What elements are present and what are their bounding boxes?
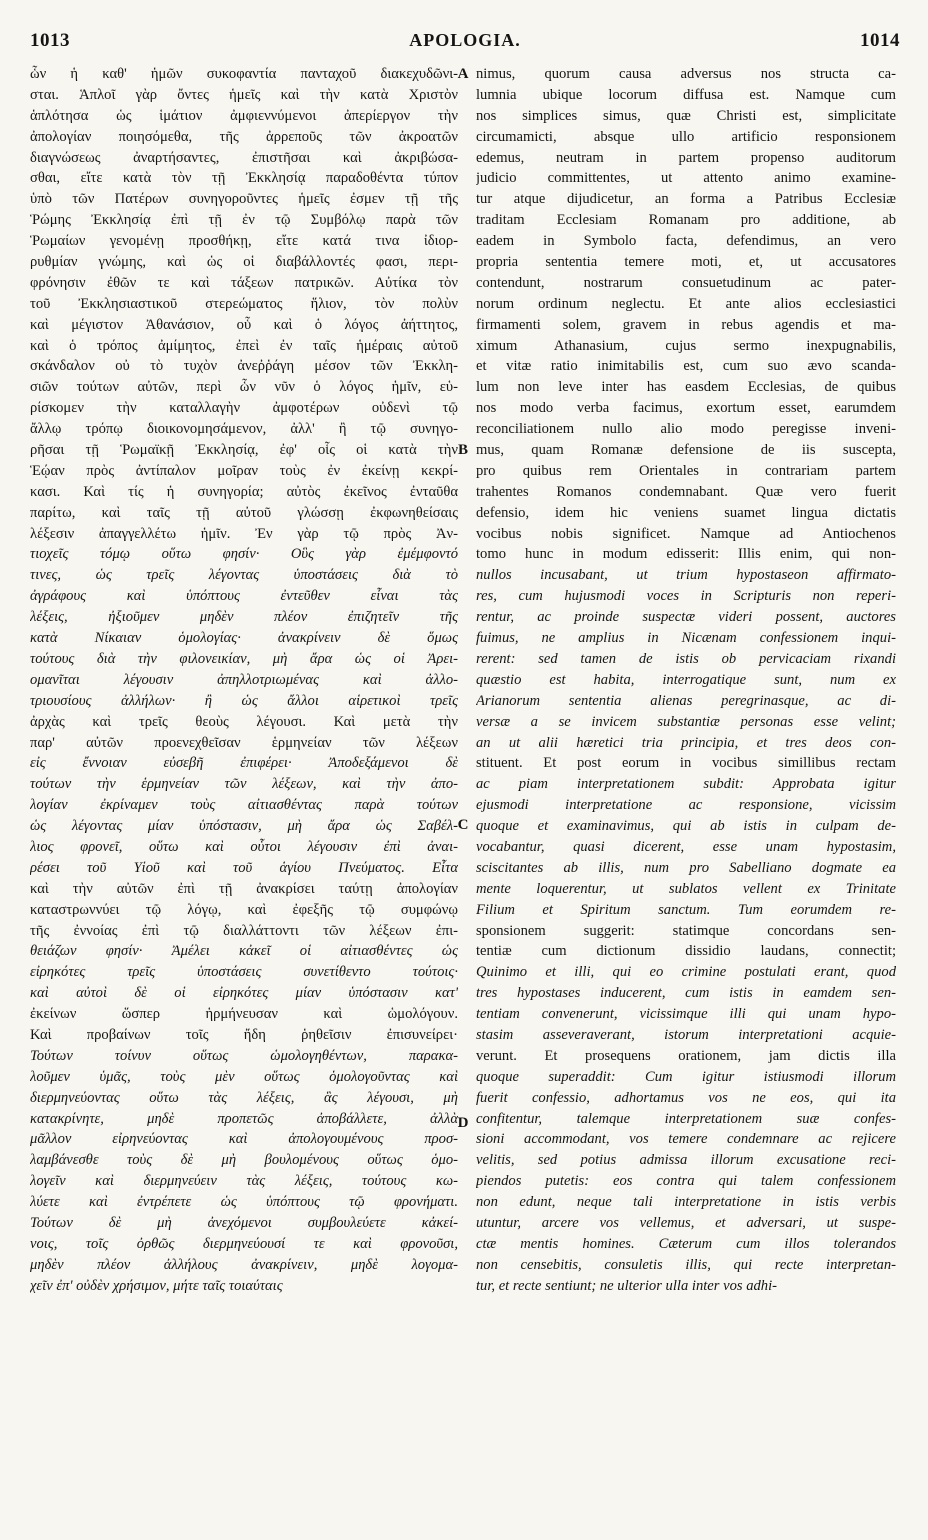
greek-text-line: ρέσει τοῦ Υἱοῦ καὶ τοῦ ἁγίου Πνεύματος. Εἶτα	[30, 859, 458, 876]
greek-text-line: ἄλλῳ τρόπῳ διοικονομησάμενον, ἀλλ' ἢ τῷ συνηγο-	[30, 421, 458, 438]
greek-text-line: διαγνώσεως ἀναρτήσαντες, ἐπιστῆσαι καὶ ἀκριβώσα-	[30, 149, 458, 166]
greek-text-line: τοῦ Ἐκκλησιαστικοῦ στερεώματος ἥλιον, τὸν πολὺν	[30, 295, 458, 312]
running-title: APOLOGIA.	[409, 30, 521, 50]
latin-text-line: tentiæ cum dictionum dissidio laudans, connectit;	[476, 943, 896, 960]
latin-text-line: Filium et Spiritum sanctum. Tum eorumdem re-	[476, 901, 896, 918]
greek-text-line: λύετε καὶ ἐντρέπετε ὡς ὑπόπτους τῷ φρονήματι.	[30, 1194, 458, 1211]
latin-text-line: reconciliationem nullo alio modo peregisse inveni-	[476, 421, 896, 438]
latin-text-line: sponsionem suggerit: statimque concordans sen-	[476, 922, 896, 939]
latin-text-line: ctæ mentis homines. Cæterum cum illos tolerandos	[476, 1235, 896, 1252]
latin-text-line: vocibus nobis significet. Namque ad Antiochenos	[476, 525, 896, 542]
greek-text-line: Ῥωμαίων γενομένῃ προσθήκῃ, εἴτε κατά τινα ἰδιορ-	[30, 233, 458, 250]
latin-text-line: tur, et recte sentiunt; ne ulterior ulla inter vos adhi-	[476, 1277, 778, 1294]
greek-text-line: ομανῖται λέγουσιν ἀπηλλοτριωμένας καὶ ἀλλο-	[30, 671, 458, 688]
latin-text-line: utuntur, arcere vos vellemus, et adversari, ut suspe-	[476, 1214, 896, 1231]
greek-text-line: λοῦμεν ὑμᾶς, τοὺς μὲν οὕτως ὁμολογοῦντας καὶ	[30, 1068, 458, 1085]
greek-text-line: ἀπολογίαν ποιησόμεθα, τῆς ἀρρεποῦς τῶν ἀκροατῶν	[30, 128, 458, 145]
latin-text-line: sioni accommodant, vos temere condemnare ac rejicere	[476, 1131, 896, 1148]
greek-text-line: ρίσκομεν τὴν καταλλαγὴν ἀμφοτέρων οὐδενὶ τῷ	[30, 400, 458, 417]
greek-text-line: καὶ αὐτοὶ δὲ οἱ εἰρηκότες μίαν ὑπόστασιν κατ'	[30, 985, 458, 1002]
latin-text-line: norum ordinum neglectu. Et ante alios ecclesiastici	[476, 295, 896, 312]
latin-text-line: quoque et examinavimus, qui ab istis in culpam de-	[476, 818, 896, 835]
latin-text-line: nullos incusabant, ut trium hypostaseon affirmato-	[476, 567, 896, 584]
latin-text-line: confitentur, talemque interpretationem suæ confes-	[476, 1110, 896, 1127]
latin-text-line: nimus, quorum causa adversus nos structa ca-	[476, 66, 896, 82]
latin-text-line: non censebitis, consuletis illis, qui recte interpretan-	[476, 1256, 896, 1273]
latin-text-line: eadem in Symbolo facta, defendimus, an vero	[476, 233, 896, 250]
greek-text-line: χεῖν ἐπ' οὐδὲν χρήσιμον, μήτε ταῖς τοιαύταις	[30, 1277, 283, 1294]
greek-text-line: λέξεσιν ἀπαγγελλέτω ἡμῖν. Ἐν γὰρ τῷ πρὸς Ἀν-	[30, 525, 458, 542]
gutter-mark-c: C	[457, 817, 469, 833]
greek-text-line: τριουσίους ἀλλήλων· ἢ ὡς ἄλλοι αἱρετικοὶ τρεῖς	[30, 692, 458, 709]
greek-text-line: τιοχεῖς τόμῳ οὕτω φησίν· Οὓς γὰρ ἐμέμφοντό	[30, 546, 458, 563]
greek-text-line: μᾶλλον εἰρηνεύοντας καὶ ἀπολογουμένους προσ-	[30, 1131, 458, 1148]
latin-text-line: vocabantur, quasi dicerent, esse unam hypostasim,	[476, 838, 896, 855]
greek-text-line: Ἑῴαν πρὸς ἀντίπαλον μοῖραν τοὺς ἐν ἐκείνῃ κεκρί-	[30, 462, 458, 479]
greek-text-line: καὶ τὴν αὐτῶν ἐπὶ τῇ ἀνακρίσει ταύτῃ ἀπολογίαν	[30, 880, 458, 897]
greek-text-line: σται. Ἁπλοῖ γὰρ ὄντες ἡμεῖς καὶ τὴν κατὰ Χριστὸν	[30, 86, 458, 103]
latin-text-line: lumnia ubique locorum diffusa est. Namque cum	[476, 86, 896, 103]
page-number-right: 1014	[860, 30, 900, 51]
greek-text-line: λογεῖν καὶ διερμηνεύειν τὰς λέξεις, τούτους κω-	[30, 1173, 458, 1190]
latin-text-line: quæstio est habita, interrogatique sunt, num ex	[476, 671, 896, 688]
latin-text-line: Arianorum sententia alienas peregrinasque, ac di-	[476, 692, 896, 709]
latin-text-line: piendos putetis: eos contra qui talem confessionem	[476, 1173, 896, 1190]
latin-text-line: ac piam interpretationem subdit: Approbata igitur	[476, 776, 896, 793]
latin-text-line: versæ a se invicem substantiæ personas esse velint;	[476, 713, 896, 730]
page-header	[30, 30, 900, 60]
latin-text-line: Quinimo et illi, qui eo crimine postulati erant, quod	[476, 964, 896, 981]
greek-text-line: ὡς λέγοντας μίαν ὑπόστασιν, μὴ ἄρα ὡς Σαβέλ-	[30, 818, 458, 835]
latin-text-line: stasim asseveraverant, istorum interpretationi acquie-	[476, 1026, 896, 1043]
greek-text-line: κασι. Καὶ τίς ἡ συνηγορία; αὐτὸς ἐκεῖνος ἐνταῦθα	[30, 483, 458, 500]
greek-text-line: διερμηνεύοντας οὕτω τὰς λέξεις, ἃς λέγουσι, μὴ	[30, 1089, 458, 1106]
greek-text-line: ἐκείνων ὥσπερ ἡρμήνευσαν καὶ ὡμολόγουν.	[30, 1006, 458, 1023]
greek-text-line: Καὶ προβαίνων τοῖς ἤδη ῥηθεῖσιν ἐπισυνείρει·	[30, 1026, 458, 1043]
greek-text-column	[30, 64, 458, 1297]
latin-text-line: contendunt, nostrarum consuetudinum ac pater-	[476, 274, 896, 291]
latin-text-line: pro quibus rem Orientales in contrariam partem	[476, 462, 896, 479]
greek-text-line: καὶ ὁ τρόπος ἀμίμητος, ἐπεὶ ἐν ταῖς ἡμέραις αὐτοῦ	[30, 337, 458, 354]
greek-text-line: νοις, τοῖς ὀρθῶς διερμηνεύουσί τε καὶ φρονοῦσι,	[30, 1235, 458, 1252]
latin-text-line: tentiam convenerunt, vicissimque illi qui unam hypo-	[476, 1006, 896, 1023]
greek-text-line: σιῶν τούτων αὐτῶν, περὶ ὧν νῦν ὁ λόγος ἡμῖν, εὑ-	[30, 379, 458, 396]
greek-text-line: τῆς ἐννοίας ἐπὶ τῷ διαλλάττοντι τῶν λέξεων ἐπι-	[30, 922, 458, 939]
greek-text-line: κατακρίνητε, μηδὲ προπετῶς ἀποβάλλετε, ἀλλὰ	[30, 1110, 458, 1127]
greek-text-line: σθαι, εἴτε κατὰ τὸν τῇ Ἐκκλησίᾳ παραδοθέντα τύπον	[30, 170, 458, 187]
latin-text-line: nos simplices simus, quæ Christi est, simplicitate	[476, 107, 896, 124]
latin-text-line: fuimus, ne amplius in Nicænam confessionem inqui-	[476, 630, 896, 647]
latin-text-line: mus, quam Romanæ defensione de iis suscepta,	[476, 442, 896, 459]
latin-text-line: sciscitantes ab illis, num pro Sabelliano dogmate ea	[476, 859, 896, 876]
greek-text-line: μηδὲν πλέον ἀλλήλους ἀνακρίνειν, μηδὲ λογομα-	[30, 1256, 458, 1273]
greek-text-line: ἀρχὰς καὶ τρεῖς θεοὺς λέγουσι. Καὶ μετὰ τὴν	[30, 713, 458, 730]
greek-text-line: τούτους διὰ τὴν φιλονεικίαν, μὴ ἄρα ὡς οἱ Ἀρει-	[30, 650, 458, 667]
latin-text-line: defensio, idem hic veniens suamet lingua dictatis	[476, 504, 896, 521]
latin-text-line: judicio committentes, ut attento animo examine-	[476, 170, 896, 187]
latin-text-line: res, cum hujusmodi voces in Scripturis non reperi-	[476, 588, 896, 605]
gutter-mark-b: B	[457, 442, 468, 458]
greek-text-line: φρόνησιν ἐθῶν τε καὶ τάξεων πατρικῶν. Αὐτίκα τὸν	[30, 274, 458, 291]
greek-text-line: τινες, ὡς τρεῖς λέγοντας ὑποστάσεις διὰ τὸ	[30, 567, 458, 584]
latin-text-line: quoque superaddit: Cum igitur istiusmodi illorum	[476, 1068, 896, 1085]
gutter-mark-d: D	[457, 1115, 469, 1131]
gutter-mark-a: A	[457, 66, 469, 82]
latin-text-line: non edunt, neque tali interpretatione in istis verbis	[476, 1194, 896, 1211]
greek-text-line: κατὰ Νίκαιαν ὁμολογίας· ἀνακρίνειν δὲ ὅμως	[30, 630, 458, 647]
latin-text-line: traditam Ecclesiam Romanam pro additione, ab	[476, 212, 896, 229]
latin-text-column	[476, 64, 896, 1297]
greek-text-line: ὑπὸ τῶν Πατέρων συνηγοροῦντες ἡμεῖς ἐσμεν τῇ τῆς	[30, 191, 458, 208]
greek-text-line: Τούτων τοίνυν οὕτως ὡμολογηθέντων, παρακα-	[30, 1047, 458, 1064]
greek-text-line: εἰρηκότες τρεῖς ὑποστάσεις συνετίθεντο τούτοις·	[30, 964, 458, 981]
latin-text-line: propria sententia temere moti, et, ut accusatores	[476, 254, 896, 271]
greek-text-line: παρ' αὐτῶν προενεχθεῖσαν ἑρμηνείαν τῶν λέξεων	[30, 734, 458, 751]
latin-text-line: tres hypostases inducerent, cum istis in eamdem sen-	[476, 985, 896, 1002]
latin-text-line: lum non leve inter has easdem Ecclesias, de quibus	[476, 379, 896, 396]
latin-text-line: tomo hunc in modum edisserit: Illis enim, qui non-	[476, 546, 896, 563]
greek-text-line: ρυθμίαν γνώμης, καὶ ὡς οἱ διαβάλλοντές φασι, περι-	[30, 254, 458, 271]
latin-text-line: rerent: sed tamen de istis ob pervicaciam rixandi	[476, 650, 896, 667]
greek-text-line: λαμβάνεσθε τοὺς δὲ μὴ βουλομένους οὕτως ὁμο-	[30, 1152, 458, 1169]
latin-text-line: mente loquerentur, ut sublatos vellent ex Trinitate	[476, 880, 896, 897]
greek-text-line: Ῥώμης Ἐκκλησίᾳ ἐπὶ τῇ ἐν τῷ Συμβόλῳ παρὰ τῶν	[30, 212, 458, 229]
page-number-left: 1013	[30, 30, 70, 51]
latin-text-line: nos modo verba facimus, exortum esset, earumdem	[476, 400, 896, 417]
latin-text-line: rentur, ac proinde suspectæ videri possent, auctores	[476, 609, 896, 626]
greek-text-line: ὧν ἡ καθ' ἡμῶν συκοφαντία πανταχοῦ διακεχυδῶνι-	[30, 66, 458, 82]
latin-text-line: ximum Athanasium, cujus sermo inexpugnabilis,	[476, 337, 896, 354]
greek-text-line: εἰς ἔννοιαν εὐσεβῆ ἐπιφέρει· Ἀποδεξάμενοι δὲ	[30, 755, 458, 772]
greek-text-line: ἁπλότησα ὡς ἱμάτιον ἀμφιεννύμενοι ἀπερίεργον τὴν	[30, 107, 458, 124]
latin-text-line: velitis, sed potius admissa illorum excusatione reci-	[476, 1152, 896, 1169]
latin-text-line: tur atque dijudicetur, an forma a Patribus Ecclesiæ	[476, 191, 896, 208]
latin-text-line: stituent. Et post eorum in vocibus simillibus rectam	[476, 755, 896, 772]
greek-text-line: λογίαν ἐκρίναμεν τοὺς αἰτιασθέντας παρὰ τούτων	[30, 797, 458, 814]
greek-text-line: καταστρωννύει τῷ λόγῳ, καὶ ἐφεξῆς τῷ συμφώνῳ	[30, 901, 458, 918]
latin-text-line: et vitæ ratio inimitabilis est, cum suo ævo scanda-	[476, 358, 896, 375]
greek-text-line: θειάζων φησίν· Ἀμέλει κἀκεῖ οἱ αἰτιασθέντες ὡς	[30, 943, 458, 960]
greek-text-line: λιος φρονεῖ, οὕτω καὶ οὗτοι λέγουσιν ἐπὶ ἀναι-	[30, 838, 458, 855]
latin-text-line: fuerit confessio, adhortamus vos ne eos, qui ita	[476, 1089, 896, 1106]
latin-text-line: edemus, neutram in partem propenso auditorum	[476, 149, 896, 166]
greek-text-line: παρίτω, καὶ ταῖς τῇ αὐτοῦ γλώσσῃ ἐκφωνηθείσαις	[30, 504, 458, 521]
greek-text-line: σκάνδαλον οὐ τὸ τυχὸν ἀνεῤῥάγη μέσον τῶν Ἐκκλη-	[30, 358, 458, 375]
latin-text-line: circumamicti, absque ullo artificio responsionem	[476, 128, 896, 145]
latin-text-line: verunt. Et prosequens orationem, jam dictis illa	[476, 1047, 896, 1064]
greek-text-line: ρῆσαι τῇ Ῥωμαϊκῇ Ἐκκλησίᾳ, ἐφ' οἷς οἱ κατὰ τὴν	[30, 442, 458, 459]
greek-text-line: ἀγράφους καὶ ὑπόπτους ἐντεῦθεν εἶναι τὰς	[30, 588, 458, 605]
greek-text-line: καὶ μέγιστον Ἀθανάσιον, οὗ καὶ ὁ λόγος ἀήττητος,	[30, 316, 458, 333]
greek-text-line: λέξεις, ἠξιοῦμεν μηδὲν πλέον ἐπιζητεῖν τῆς	[30, 609, 458, 626]
latin-text-line: ejusmodi interpretatione ac responsione, vicissim	[476, 797, 896, 814]
greek-text-line: τούτων τὴν ἑρμηνείαν τῶν λέξεων, καὶ τὴν ἀπο-	[30, 776, 458, 793]
latin-text-line: firmamenti solem, gravem in rebus agendis et ma-	[476, 316, 896, 333]
greek-text-line: Τούτων δὲ μὴ ἀνεχόμενοι συμβουλεύετε κἀκεί-	[30, 1214, 458, 1231]
latin-text-line: trahentes Romanos condemnabant. Quæ vero fuerit	[476, 483, 896, 500]
latin-text-line: an ut alii hæretici tria principia, et tres deos con-	[476, 734, 896, 751]
